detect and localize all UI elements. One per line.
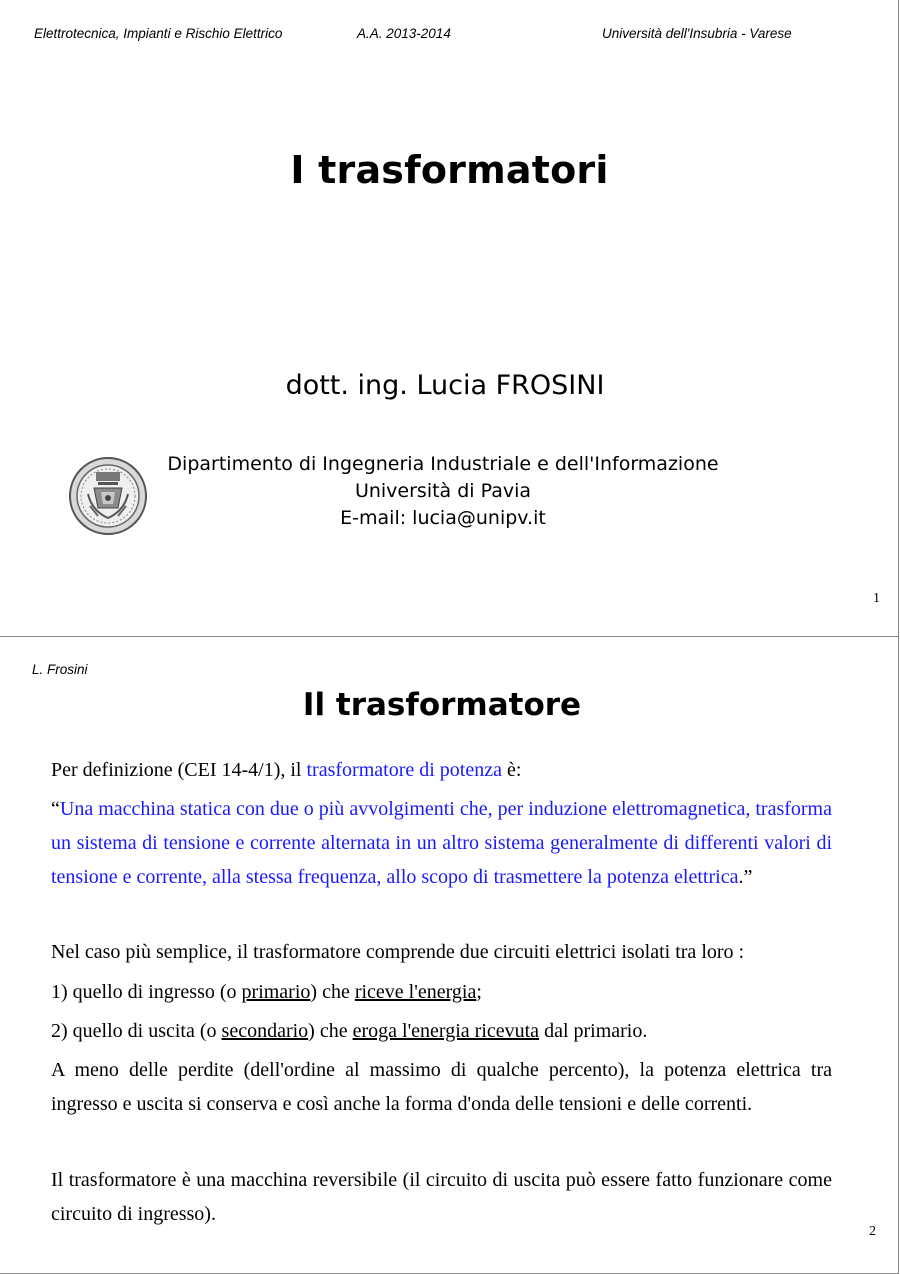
item2-middle: ) che <box>308 1020 353 1042</box>
list-item-primary <box>51 975 832 1009</box>
simple-case-paragraph: Nel caso più semplice, il trasformatore comprende due circuiti elettrici isolati tra loro : <box>51 941 745 963</box>
slide-2 <box>0 637 899 1274</box>
department: Dipartimento di Ingegneria Industriale e dell'Informazione <box>167 453 719 475</box>
losses-paragraph: A meno delle perdite (dell'ordine al massimo di qualche percento), la potenza elettrica tra ingresso e uscita si conserva e così anche la forma d'onda delle tensioni e delle correnti. <box>51 1059 832 1115</box>
item2-prefix: 2) quello di uscita (o <box>51 1020 222 1042</box>
slide-1-title: I trasformatori <box>290 148 609 192</box>
item2-suffix: dal primario. <box>539 1020 648 1042</box>
item1-term: primario <box>241 981 311 1003</box>
email: E-mail: lucia@unipv.it <box>340 507 546 529</box>
header-academic-year: A.A. 2013-2014 <box>357 26 451 41</box>
item1-action: riceve l'energia <box>354 981 477 1003</box>
slide-2-title: Il trasformatore <box>302 687 582 723</box>
author-name: dott. ing. Lucia FROSINI <box>285 370 605 401</box>
item1-middle: ) che <box>310 981 355 1003</box>
reversible-paragraph: Il trasformatore è una macchina reversibile (il circuito di uscita può essere fatto funzionare come circuito di ingresso). <box>51 1169 832 1225</box>
item2-action: eroga l'energia ricevuta <box>352 1020 540 1042</box>
definition-suffix: è: <box>501 759 522 781</box>
item1-suffix: ; <box>476 981 482 1003</box>
quote-text: Una macchina statica con due o più avvolgimenti che, per induzione elettromagnetica, trasforma un sistema di tensione e corrente alternata in un altro sistema generalmente di differenti valori di tensione e corrente, alla stessa frequenza, allo scopo di trasmettere la potenza elettrica <box>51 798 832 888</box>
quote-close: .” <box>738 866 753 888</box>
definition-quote <box>51 792 832 894</box>
page-number: 1 <box>873 591 880 606</box>
slide-2-author: L. Frosini <box>32 662 88 677</box>
item1-prefix: 1) quello di ingresso (o <box>51 981 242 1003</box>
list-item-secondary <box>51 1014 832 1048</box>
item2-term: secondario <box>221 1020 309 1042</box>
page-number: 2 <box>869 1224 876 1239</box>
definition-paragraph <box>51 753 832 787</box>
header-university: Università dell'Insubria - Varese <box>602 26 792 41</box>
university-name: Università di Pavia <box>354 480 532 502</box>
slide-1 <box>0 0 899 637</box>
definition-term: trasformatore di potenza <box>306 759 502 781</box>
header-course: Elettrotecnica, Impianti e Rischio Elettrico <box>34 26 283 41</box>
definition-prefix: Per definizione (CEI 14-4/1), il <box>51 759 307 781</box>
quote-open: “ <box>51 798 60 820</box>
